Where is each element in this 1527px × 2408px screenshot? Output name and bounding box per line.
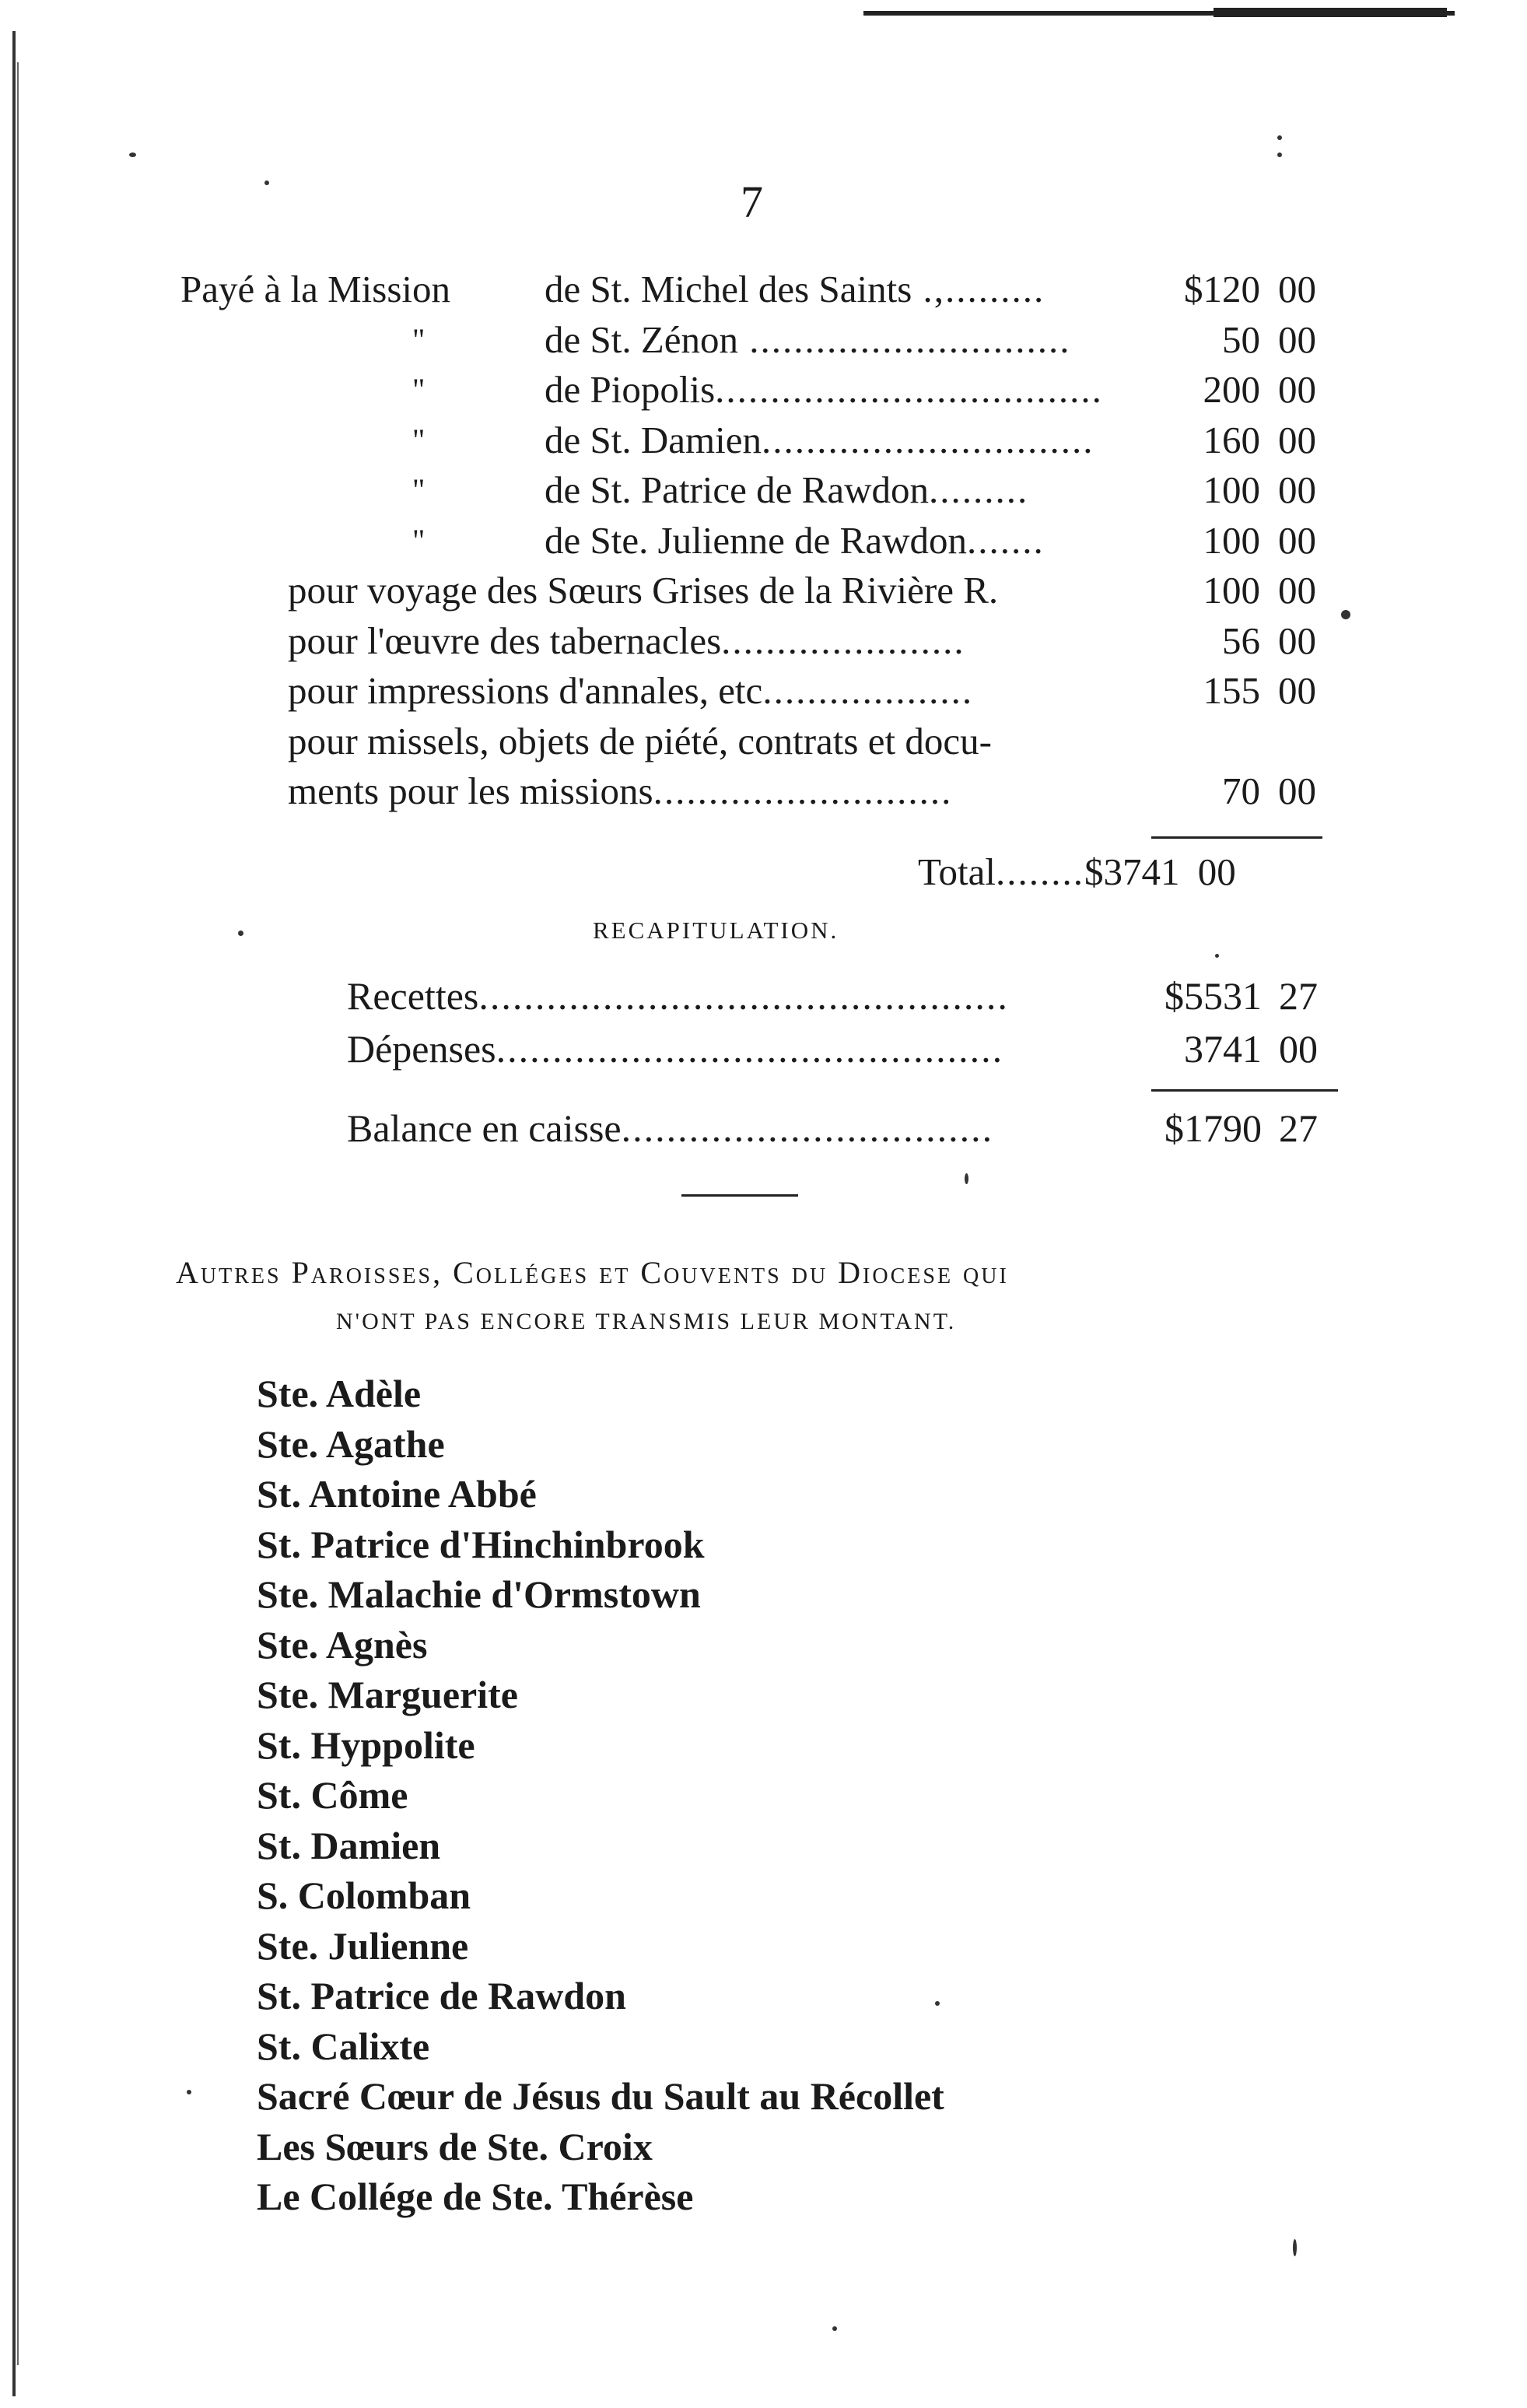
payment-amount: 100 [1203, 468, 1260, 511]
total-rule [1151, 836, 1322, 839]
leader-dots: ....... [966, 518, 1045, 562]
scan-speck [935, 2001, 940, 2006]
parish-item: S. Colomban [257, 1873, 471, 1917]
parish-item: St. Hyppolite [257, 1723, 475, 1767]
payment-row [0, 467, 1527, 513]
payment-description [288, 567, 998, 614]
payment-amount: 50 [1222, 317, 1260, 361]
payment-description [545, 317, 1071, 363]
payment-cents: 00 [1278, 619, 1316, 662]
section-subtitle: N'ONT PAS ENCORE TRANSMIS LEUR MONTANT. [336, 1309, 957, 1334]
ditto-mark: " [412, 321, 426, 357]
scan-speck [1293, 2239, 1297, 2256]
parish-item: St. Patrice de Rawdon [257, 1974, 626, 2017]
payment-amount: 155 [1203, 669, 1260, 712]
ditto-mark: " [412, 522, 426, 558]
payment-row [0, 366, 1527, 413]
leader-dots: ............................. [738, 317, 1071, 361]
parish-item: Les Sœurs de Ste. Croix [257, 2124, 653, 2168]
scan-speck [1277, 135, 1282, 140]
payment-row [0, 517, 1527, 564]
recap-amount: $1790 [1165, 1106, 1262, 1150]
recap-label [347, 1105, 993, 1151]
payment-cents: 00 [1278, 669, 1316, 712]
section-divider [681, 1194, 798, 1197]
parish-item: Ste. Malachie d'Ormstown [257, 1572, 701, 1616]
payment-description [545, 517, 1045, 564]
parish-item: St. Patrice d'Hinchinbrook [257, 1522, 705, 1566]
recap-label [347, 973, 1009, 1019]
parish-item: Sacré Cœur de Jésus du Sault au Récollet [257, 2074, 944, 2118]
payment-description [545, 266, 1045, 313]
payment-row [0, 317, 1527, 363]
page-number: 7 [741, 177, 763, 227]
parish-item: Le Collége de Ste. Thérèse [257, 2175, 694, 2218]
leader-dots: ...................... [721, 619, 965, 662]
recap-cents: 27 [1279, 1106, 1318, 1150]
parish-item: Ste. Agnès [257, 1622, 428, 1667]
scan-speck [187, 2090, 191, 2094]
payment-amount: 100 [1203, 569, 1260, 612]
payment-cents: 00 [1278, 769, 1316, 812]
leader-dots: ................... [762, 669, 974, 712]
payment-cents: 00 [1278, 317, 1316, 361]
recap-label [347, 1025, 1003, 1072]
payment-amount: 100 [1203, 518, 1260, 562]
payment-amount: 160 [1203, 418, 1260, 461]
parish-item: Ste. Marguerite [257, 1673, 518, 1716]
payment-description-text: de Ste. Julienne de Rawdon [545, 518, 967, 562]
total-amount: $3741 [1084, 850, 1180, 893]
section-title: Autres Paroisses, Colléges et Couvents du Diocese qui [176, 1255, 1009, 1290]
payment-description-text: de St. Zénon [545, 317, 739, 361]
payment-description [545, 417, 1094, 464]
scan-speck [1341, 610, 1350, 619]
parish-item: St. Damien [257, 1823, 441, 1867]
recap-label-text: Dépenses [347, 1027, 496, 1071]
leader-dots: ................................. [621, 1106, 994, 1150]
payment-description [288, 718, 992, 765]
payment-cents: 00 [1278, 368, 1316, 411]
recap-row [347, 1105, 1358, 1151]
payment-cents: 00 [1278, 418, 1316, 461]
payment-description [288, 768, 952, 815]
scan-speck [264, 181, 269, 185]
payment-description-text: de St. Patrice de Rawdon [545, 468, 929, 511]
recap-cents: 00 [1279, 1027, 1318, 1071]
scan-artifact-top-line [863, 11, 1455, 16]
payment-cents: 00 [1278, 468, 1316, 511]
payment-cents: 00 [1278, 569, 1316, 612]
recap-label-text: Recettes [347, 974, 479, 1018]
payment-description-text: pour l'œuvre des tabernacles [288, 619, 722, 662]
recap-label-text: Balance en caisse [347, 1106, 622, 1150]
scan-speck [965, 1173, 968, 1184]
total-dots: ........ [996, 850, 1084, 893]
leader-dots: ................................... [715, 368, 1103, 411]
payment-description-text: pour missels, objets de piété, contrats et docu- [288, 719, 992, 762]
payment-row [0, 266, 1527, 313]
parish-item: St. Côme [257, 1773, 408, 1817]
total-cents: 00 [1197, 850, 1236, 893]
ditto-mark: " [412, 422, 426, 457]
leader-dots: .,......... [912, 268, 1045, 310]
recap-heading: RECAPITULATION. [593, 917, 839, 944]
payment-row [0, 567, 1527, 614]
payment-description-text: de St. Damien [545, 418, 762, 461]
recap-cents: 27 [1279, 974, 1318, 1018]
ditto-mark: " [412, 372, 426, 407]
parish-item: St. Calixte [257, 2024, 430, 2068]
payment-cents: 00 [1278, 518, 1316, 562]
leader-dots: ............................................. [496, 1027, 1004, 1071]
recap-amount: $5531 [1165, 974, 1262, 1018]
total-row [918, 850, 1236, 894]
scan-speck [1277, 152, 1282, 157]
payment-lead: Payé à la Mission [180, 268, 451, 310]
scan-speck [832, 2326, 837, 2331]
parish-item: Ste. Adèle [257, 1372, 422, 1415]
leader-dots: ........................... [653, 769, 953, 812]
payment-description-text: de St. Michel des Saints [545, 268, 912, 310]
payment-cents: 00 [1278, 268, 1316, 310]
ditto-mark: " [412, 472, 426, 507]
payment-description-text: de Piopolis [545, 368, 716, 411]
parish-item: Ste. Agathe [257, 1421, 445, 1466]
payment-description [288, 668, 973, 714]
payment-row [0, 668, 1527, 714]
payment-row [0, 618, 1527, 664]
payment-row [0, 718, 1527, 765]
balance-rule [1151, 1089, 1338, 1092]
payment-row [0, 417, 1527, 464]
leader-dots: ......... [928, 468, 1029, 511]
payment-row [0, 768, 1527, 815]
payment-description [545, 366, 1103, 413]
recap-row [347, 1025, 1358, 1072]
parish-item: St. Antoine Abbé [257, 1472, 537, 1516]
payment-amount: 200 [1203, 368, 1260, 411]
leader-dots: ............................................... [478, 974, 1009, 1018]
recap-row [347, 973, 1358, 1019]
recap-amount: 3741 [1184, 1027, 1262, 1071]
scan-speck [1215, 954, 1219, 958]
payment-description-text: pour impressions d'annales, etc [288, 669, 763, 712]
payment-description [288, 618, 965, 664]
leader-dots: .............................. [761, 418, 1094, 461]
scan-speck [129, 152, 136, 157]
payment-amount: $120 [1184, 268, 1260, 310]
parish-item: Ste. Julienne [257, 1923, 469, 1968]
payment-description [545, 467, 1028, 513]
payment-amount: 70 [1222, 769, 1260, 812]
total-label: Total [918, 850, 996, 893]
scan-speck [238, 931, 243, 936]
payment-amount: 56 [1222, 619, 1260, 662]
payment-description-text: ments pour les missions [288, 769, 653, 812]
payment-description-text: pour voyage des Sœurs Grises de la Rivière R. [288, 569, 999, 612]
